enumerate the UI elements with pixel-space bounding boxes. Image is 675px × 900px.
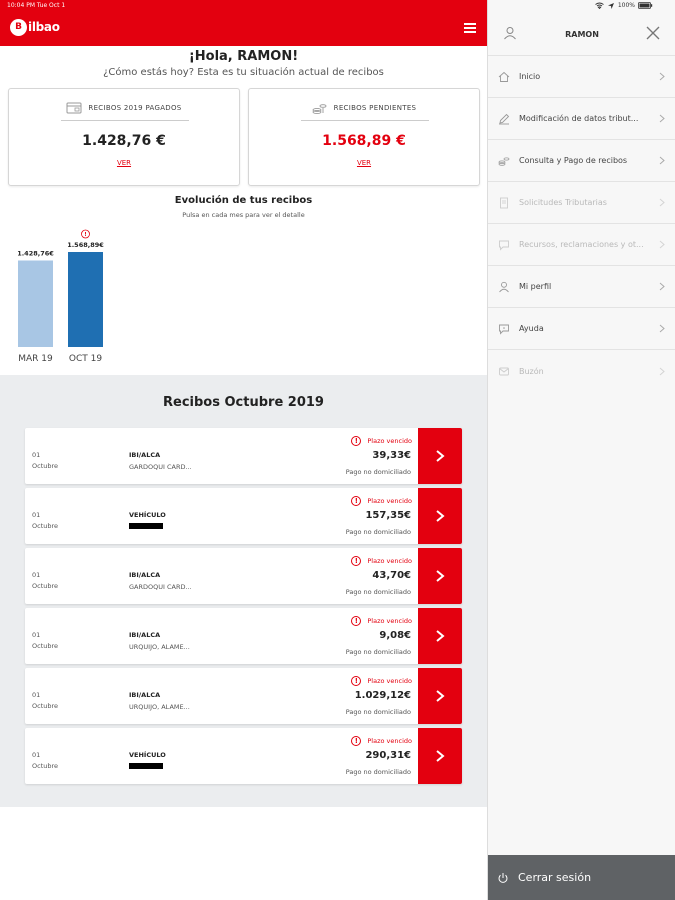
row-payment-note: Pago no domiciliado bbox=[345, 528, 411, 536]
chart-warning-icon bbox=[82, 230, 90, 238]
row-address: GARDOQUI CARD... bbox=[129, 463, 192, 471]
close-icon[interactable] bbox=[645, 25, 661, 41]
app-header bbox=[0, 0, 487, 46]
battery-icon bbox=[638, 2, 653, 9]
chart-category-label: OCT 19 bbox=[68, 354, 103, 364]
power-icon bbox=[497, 872, 509, 884]
receipt-icon bbox=[66, 101, 82, 115]
chart-value-label: 1.428,76€ bbox=[17, 249, 54, 258]
chart-title: Evolución de tus recibos bbox=[174, 195, 313, 206]
chevron-right-icon bbox=[659, 367, 665, 376]
wifi-icon bbox=[595, 2, 604, 9]
chevron-right-icon bbox=[659, 198, 665, 207]
row-payment-note: Pago no domiciliado bbox=[345, 648, 411, 656]
row-amount: 39,33€ bbox=[372, 450, 411, 461]
chart-value-label: 1.568,89€ bbox=[67, 241, 104, 249]
receipt-row[interactable] bbox=[25, 548, 462, 604]
paid-receipts-view-link[interactable]: VER bbox=[116, 159, 132, 167]
menu-item-buzon[interactable]: Buzón bbox=[488, 350, 675, 392]
mailbox-icon bbox=[498, 365, 510, 377]
warning-icon: ! bbox=[351, 676, 361, 686]
row-open-button[interactable] bbox=[418, 428, 462, 484]
logout-label: Cerrar sesión bbox=[518, 871, 592, 884]
chevron-right-icon bbox=[435, 569, 445, 583]
greeting-subtitle: ¿Cómo estás hoy? Esta es tu situación actual de recibos bbox=[103, 67, 384, 78]
row-day: 01 bbox=[32, 751, 41, 759]
redacted-plate bbox=[129, 763, 163, 769]
chevron-right-icon bbox=[659, 324, 665, 333]
row-payment-note: Pago no domiciliado bbox=[345, 768, 411, 776]
menu-item-mi-perfil[interactable]: Mi perfil bbox=[488, 266, 675, 308]
paid-receipts-label: RECIBOS 2019 PAGADOS bbox=[88, 104, 182, 112]
overdue-status: ! Plazo vencido bbox=[351, 736, 412, 746]
row-month: Octubre bbox=[32, 462, 59, 470]
coins-icon bbox=[312, 101, 328, 115]
row-concept: IBI/ALCA bbox=[129, 451, 161, 459]
logo-text: ilbao bbox=[28, 20, 60, 34]
greeting-title: ¡Hola, RAMON! bbox=[188, 49, 299, 64]
receipt-row[interactable] bbox=[25, 488, 462, 544]
menu-item-recursos[interactable]: Recursos, reclamaciones y ot... bbox=[488, 224, 675, 266]
home-icon bbox=[498, 71, 510, 83]
svg-text:!: ! bbox=[84, 232, 87, 238]
chat-icon bbox=[498, 239, 510, 251]
row-amount: 290,31€ bbox=[365, 750, 411, 761]
side-drawer bbox=[487, 0, 675, 900]
row-open-button[interactable] bbox=[418, 548, 462, 604]
receipts-list-title: Recibos Octubre 2019 bbox=[163, 395, 324, 410]
receipt-row[interactable] bbox=[25, 668, 462, 724]
row-month: Octubre bbox=[32, 702, 59, 710]
pending-receipts-view-link[interactable]: VER bbox=[356, 159, 372, 167]
overdue-status: ! Plazo vencido bbox=[351, 436, 412, 446]
status-indicators bbox=[595, 2, 653, 9]
row-amount: 1.029,12€ bbox=[354, 690, 411, 701]
row-day: 01 bbox=[32, 571, 41, 579]
user-name: RAMON bbox=[565, 30, 599, 39]
row-day: 01 bbox=[32, 691, 41, 699]
chevron-right-icon bbox=[659, 156, 665, 165]
row-concept: VEHÍCULO bbox=[129, 511, 166, 519]
receipts-bar-chart[interactable] bbox=[0, 222, 140, 372]
row-month: Octubre bbox=[32, 522, 59, 530]
menu-item-inicio[interactable]: Inicio bbox=[488, 56, 675, 98]
paid-receipts-card bbox=[8, 88, 240, 186]
row-month: Octubre bbox=[32, 762, 59, 770]
row-payment-note: Pago no domiciliado bbox=[345, 588, 411, 596]
logo-mark: B bbox=[10, 19, 27, 36]
receipt-row[interactable] bbox=[25, 608, 462, 664]
overdue-status: ! Plazo vencido bbox=[351, 496, 412, 506]
pending-receipts-card bbox=[248, 88, 480, 186]
chart-category-label: MAR 19 bbox=[18, 354, 53, 364]
row-open-button[interactable] bbox=[418, 488, 462, 544]
overdue-status: ! Plazo vencido bbox=[351, 556, 412, 566]
row-concept: VEHÍCULO bbox=[129, 751, 166, 759]
menu-item-ayuda[interactable]: Ayuda bbox=[488, 308, 675, 350]
warning-icon: ! bbox=[351, 556, 361, 566]
chevron-right-icon bbox=[659, 114, 665, 123]
logout-button[interactable] bbox=[488, 855, 675, 900]
chevron-right-icon bbox=[659, 240, 665, 249]
row-day: 01 bbox=[32, 451, 41, 459]
help-icon bbox=[498, 323, 510, 335]
row-payment-note: Pago no domiciliado bbox=[345, 468, 411, 476]
chevron-right-icon bbox=[435, 629, 445, 643]
row-concept: IBI/ALCA bbox=[129, 631, 161, 639]
paid-receipts-amount: 1.428,76 € bbox=[82, 133, 166, 149]
warning-icon: ! bbox=[351, 616, 361, 626]
chevron-right-icon bbox=[435, 449, 445, 463]
chevron-right-icon bbox=[435, 509, 445, 523]
receipt-row[interactable] bbox=[25, 728, 462, 784]
row-address: URQUIJO, ALAME... bbox=[129, 703, 190, 711]
row-amount: 9,08€ bbox=[379, 630, 411, 641]
user-icon bbox=[498, 281, 510, 293]
chevron-right-icon bbox=[659, 72, 665, 81]
hamburger-menu-icon[interactable] bbox=[464, 23, 476, 33]
row-address: GARDOQUI CARD... bbox=[129, 583, 192, 591]
chart-bar-oct-19[interactable] bbox=[68, 252, 103, 347]
warning-icon: ! bbox=[351, 496, 361, 506]
row-month: Octubre bbox=[32, 642, 59, 650]
row-day: 01 bbox=[32, 511, 41, 519]
row-concept: IBI/ALCA bbox=[129, 571, 161, 579]
receipt-row[interactable] bbox=[25, 428, 462, 484]
row-amount: 43,70€ bbox=[372, 570, 411, 581]
menu-item-solicitudes[interactable]: Solicitudes Tributarias bbox=[488, 182, 675, 224]
chart-subtitle: Pulsa en cada mes para ver el detalle bbox=[182, 211, 305, 219]
location-arrow-icon bbox=[608, 3, 614, 9]
row-month: Octubre bbox=[32, 582, 59, 590]
edit-icon bbox=[498, 113, 510, 125]
row-open-button[interactable] bbox=[418, 728, 462, 784]
menu-item-modificacion-datos[interactable]: Modificación de datos tribut... bbox=[488, 98, 675, 140]
redacted-plate bbox=[129, 523, 163, 529]
pending-receipts-amount: 1.568,89 € bbox=[322, 133, 406, 149]
row-open-button[interactable] bbox=[418, 608, 462, 664]
drawer-header bbox=[488, 14, 675, 56]
row-amount: 157,35€ bbox=[365, 510, 411, 521]
chart-bar-mar-19[interactable] bbox=[18, 260, 53, 347]
row-payment-note: Pago no domiciliado bbox=[345, 708, 411, 716]
status-time: 10:04 PM Tue Oct 1 bbox=[7, 2, 66, 9]
overdue-status: ! Plazo vencido bbox=[351, 616, 412, 626]
pending-receipts-label: RECIBOS PENDIENTES bbox=[333, 104, 417, 112]
row-open-button[interactable] bbox=[418, 668, 462, 724]
chevron-right-icon bbox=[435, 689, 445, 703]
document-icon bbox=[498, 197, 510, 209]
battery-percent: 100% bbox=[617, 2, 635, 9]
bilbao-logo[interactable] bbox=[10, 17, 60, 37]
row-address: URQUIJO, ALAME... bbox=[129, 643, 190, 651]
chevron-right-icon bbox=[435, 749, 445, 763]
coins-icon bbox=[498, 155, 510, 167]
overdue-status: ! Plazo vencido bbox=[351, 676, 412, 686]
menu-item-consulta-pago[interactable]: Consulta y Pago de recibos bbox=[488, 140, 675, 182]
chevron-right-icon bbox=[659, 282, 665, 291]
warning-icon: ! bbox=[351, 736, 361, 746]
row-day: 01 bbox=[32, 631, 41, 639]
row-concept: IBI/ALCA bbox=[129, 691, 161, 699]
warning-icon: ! bbox=[351, 436, 361, 446]
